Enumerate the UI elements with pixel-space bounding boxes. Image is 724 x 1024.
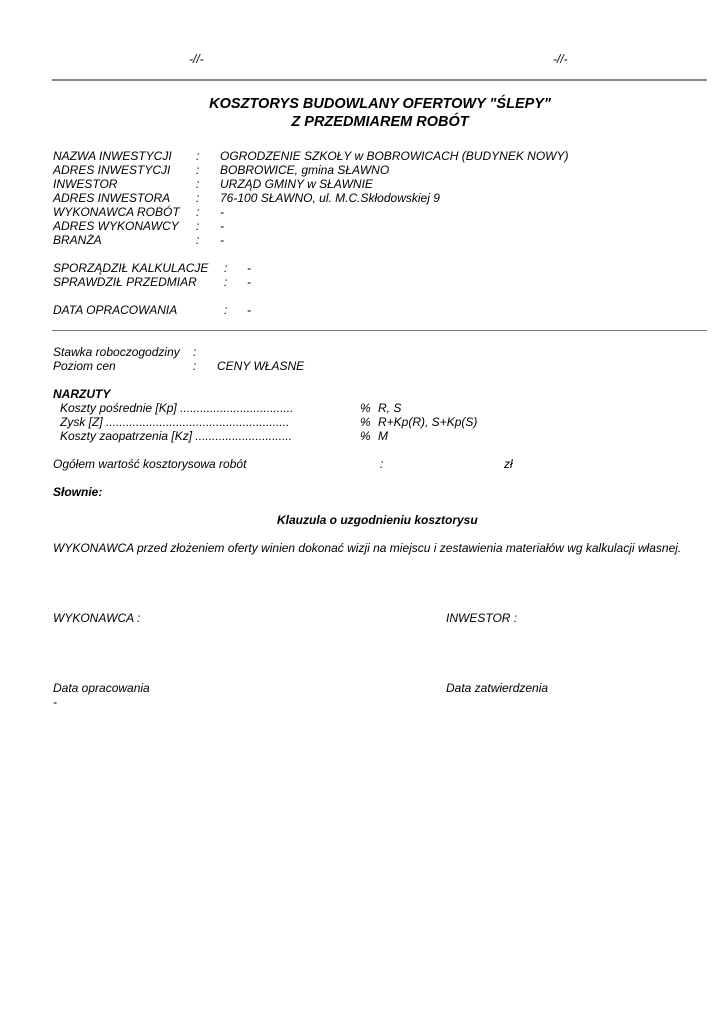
- header-left-mark: -//-: [189, 52, 204, 66]
- header-right-mark: -//-: [553, 52, 568, 66]
- surcharge-unit: %: [360, 401, 371, 415]
- header-divider: [52, 79, 707, 81]
- date-prepared-value: -: [247, 303, 251, 317]
- price-level-separator: :: [193, 359, 197, 373]
- surcharge-basis: R+Kp(R), S+Kp(S): [378, 415, 478, 429]
- surcharge-basis: M: [378, 429, 388, 443]
- labor-rate-separator: :: [193, 345, 197, 359]
- section-divider: [52, 330, 707, 331]
- info-label: ADRES INWESTORA: [53, 191, 171, 205]
- info-separator: :: [196, 233, 200, 247]
- price-level-label: Poziom cen: [53, 359, 116, 373]
- prepared-value: -: [247, 261, 251, 275]
- info-separator: :: [196, 191, 200, 205]
- info-value: OGRODZENIE SZKOŁY w BOBROWICACH (BUDYNEK NOWY): [220, 149, 569, 163]
- date-prepared-label: DATA OPRACOWANIA: [53, 303, 178, 317]
- surcharge-basis: R, S: [378, 401, 402, 415]
- date-approved-label: Data zatwierdzenia: [446, 681, 549, 695]
- info-separator: :: [196, 219, 200, 233]
- prepared-separator: :: [224, 261, 228, 275]
- clause-title: Klauzula o uzgodnieniu kosztorysu: [277, 513, 478, 527]
- prepared-label: SPORZĄDZIŁ KALKULACJE: [53, 261, 209, 275]
- contractor-signature-label: WYKONAWCA :: [53, 611, 141, 625]
- amount-in-words-label: Słownie:: [53, 485, 103, 499]
- info-label: BRANŻA: [53, 233, 102, 247]
- checked-separator: :: [224, 275, 228, 289]
- info-value: URZĄD GMINY w SŁAWNIE: [220, 177, 373, 191]
- date-prepared-footer-value: -: [53, 695, 57, 709]
- labor-rate-label: Stawka roboczogodziny: [53, 345, 180, 359]
- price-level-value: CENY WŁASNE: [217, 359, 305, 373]
- total-label: Ogółem wartość kosztorysowa robót: [53, 457, 247, 471]
- surcharges-heading: NARZUTY: [53, 387, 111, 401]
- info-separator: :: [196, 177, 200, 191]
- clause-text: WYKONAWCA przed złożeniem oferty winien dokonać wizji na miejscu i zestawienia materiałów wg kalkulacji własnej.: [53, 541, 682, 555]
- info-value: 76-100 SŁAWNO, ul. M.C.Skłodowskiej 9: [220, 191, 440, 205]
- info-label: WYKONAWCA ROBÓT: [53, 205, 180, 219]
- info-separator: :: [196, 163, 200, 177]
- surcharge-unit: %: [360, 415, 371, 429]
- info-value: -: [220, 219, 224, 233]
- surcharge-unit: %: [360, 429, 371, 443]
- date-prepared-footer-label: Data opracowania: [53, 681, 150, 695]
- total-currency: zł: [504, 457, 513, 471]
- info-label: ADRES INWESTYCJI: [53, 163, 171, 177]
- date-prepared-separator: :: [224, 303, 228, 317]
- checked-label: SPRAWDZIŁ PRZEDMIAR: [53, 275, 197, 289]
- checked-value: -: [247, 275, 251, 289]
- surcharge-label: Zysk [Z] .......................................................: [60, 415, 290, 429]
- surcharge-label: Koszty zaopatrzenia [Kz] .............................: [60, 429, 293, 443]
- document-title: KOSZTORYS BUDOWLANY OFERTOWY "ŚLEPY": [209, 96, 551, 112]
- info-value: -: [220, 205, 224, 219]
- info-value: -: [220, 233, 224, 247]
- info-label: ADRES WYKONAWCY: [53, 219, 179, 233]
- info-label: INWESTOR: [53, 177, 118, 191]
- info-label: NAZWA INWESTYCJI: [53, 149, 172, 163]
- investor-signature-label: INWESTOR :: [446, 611, 518, 625]
- info-separator: :: [196, 205, 200, 219]
- info-value: BOBROWICE, gmina SŁAWNO: [220, 163, 390, 177]
- info-separator: :: [196, 149, 200, 163]
- document-subtitle: Z PRZEDMIAREM ROBÓT: [291, 114, 469, 130]
- total-separator: :: [380, 457, 384, 471]
- surcharge-label: Koszty pośrednie [Kp] ..................................: [60, 401, 294, 415]
